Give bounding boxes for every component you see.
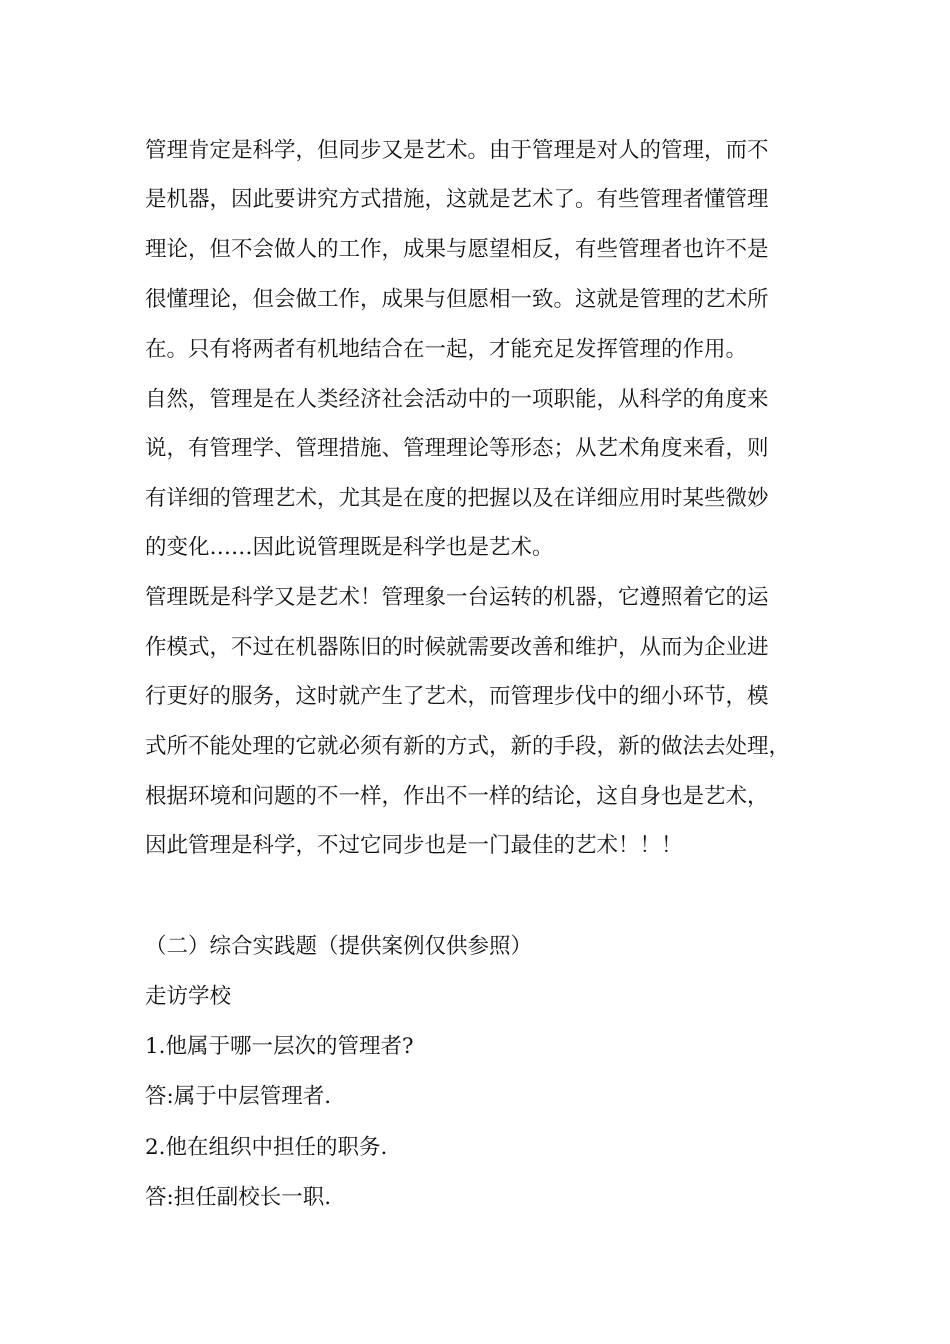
body-text-line: 的变化……因此说管理既是科学也是艺术。 <box>145 535 554 560</box>
body-text-line: 行更好的服务，这时就产生了艺术，而管理步伐中的细小环节，模 <box>145 684 769 709</box>
body-text-line: 很懂理论，但会做工作，成果与但愿相一致。这就是管理的艺术所 <box>145 287 769 312</box>
section-heading: （二）综合实践题（提供案例仅供参照） <box>145 934 533 959</box>
answer-line: 答:属于中层管理者. <box>145 1084 332 1109</box>
question-line: 1.他属于哪一层次的管理者? <box>145 1034 414 1059</box>
answer-line: 答:担任副校长一职. <box>145 1185 332 1210</box>
body-text-line: 理论，但不会做人的工作，成果与愿望相反，有些管理者也许不是 <box>145 237 769 262</box>
body-text-line: 式所不能处理的它就必须有新的方式，新的手段，新的做法去处理， <box>145 734 791 759</box>
body-text-line: 管理既是科学又是艺术！管理象一台运转的机器，它遵照着它的运 <box>145 585 769 610</box>
body-text-line: 是机器，因此要讲究方式措施，这就是艺术了。有些管理者懂管理 <box>145 187 769 212</box>
question-line: 2.他在组织中担任的职务. <box>145 1135 388 1160</box>
body-text-line: 作模式，不过在机器陈旧的时候就需要改善和维护，从而为企业进 <box>145 635 769 660</box>
body-text-line: 有详细的管理艺术，尤其是在度的把握以及在详细应用时某些微妙 <box>145 486 769 511</box>
body-text-line: 在。只有将两者有机地结合在一起，才能充足发挥管理的作用。 <box>145 337 748 362</box>
body-text-line: 说，有管理学、管理措施、管理理论等形态；从艺术角度来看，则 <box>145 436 769 461</box>
body-text-line: 管理肯定是科学，但同步又是艺术。由于管理是对人的管理，而不 <box>145 138 769 163</box>
section-subtitle: 走访学校 <box>145 984 232 1009</box>
body-text-line: 根据环境和问题的不一样，作出不一样的结论，这自身也是艺术， <box>145 784 769 809</box>
body-text-line: 因此管理是科学，不过它同步也是一门最佳的艺术！！！ <box>145 833 683 858</box>
body-text-line: 自然，管理是在人类经济社会活动中的一项职能，从科学的角度来 <box>145 387 769 412</box>
